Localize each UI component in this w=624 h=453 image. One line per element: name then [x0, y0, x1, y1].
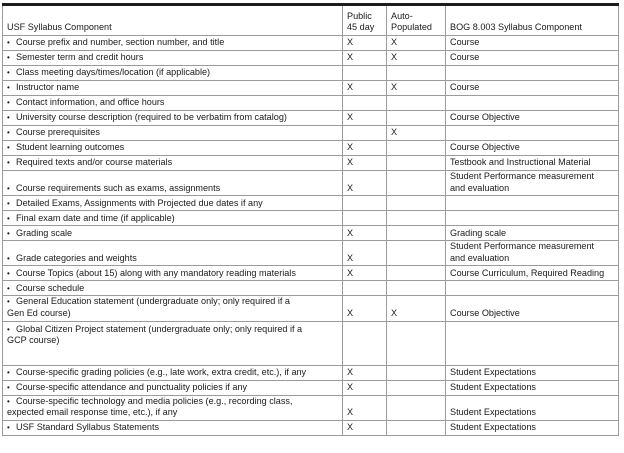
component-label: • Student learning outcomes	[7, 142, 339, 154]
cell-component	[3, 66, 343, 81]
cell-bog-component: Course Objective	[446, 111, 619, 126]
cell-component	[3, 196, 343, 211]
cell-bog-component: Testbook and Instructional Material	[446, 156, 619, 171]
bog-label-line2: and evaluation	[450, 252, 510, 263]
header-row	[3, 5, 619, 36]
component-label: • Grading scale	[7, 228, 339, 240]
column-header-label-line2: 45 day	[347, 22, 375, 33]
component-label: • Final exam date and time (if applicable)	[7, 213, 339, 225]
component-label: • Course schedule	[7, 283, 339, 295]
table-row	[3, 211, 619, 226]
cell-auto-populated	[387, 420, 446, 435]
cell-component	[3, 111, 343, 126]
cell-bog-component: Course Objective	[446, 296, 619, 321]
cell-public-45-day: X	[343, 111, 387, 126]
cell-bog-component	[446, 126, 619, 141]
cell-auto-populated	[387, 196, 446, 211]
bog-label-line1: Student Performance measurement	[450, 241, 595, 252]
cell-bog-component	[446, 96, 619, 111]
cell-bog-component: Course Objective	[446, 141, 619, 156]
table-row	[3, 156, 619, 171]
cell-public-45-day	[343, 196, 387, 211]
cell-public-45-day	[343, 281, 387, 296]
column-header-public-45-day	[343, 5, 387, 36]
cell-bog-component: Course	[446, 51, 619, 66]
cell-auto-populated	[387, 66, 446, 81]
table-row	[3, 66, 619, 81]
cell-component	[3, 171, 343, 196]
component-label-line1: • Course-specific technology and media policies (e.g., recording class,	[7, 396, 339, 408]
cell-auto-populated	[387, 395, 446, 420]
component-label: • Grade categories and weights	[7, 253, 339, 265]
cell-public-45-day: X	[343, 395, 387, 420]
cell-component	[3, 281, 343, 296]
cell-bog-component: Student Expectations	[446, 395, 619, 420]
cell-auto-populated: X	[387, 296, 446, 321]
cell-auto-populated	[387, 365, 446, 380]
component-label: • Required texts and/or course materials	[7, 157, 339, 169]
cell-public-45-day: X	[343, 266, 387, 281]
component-label: • Class meeting days/times/location (if applicable)	[7, 67, 339, 79]
cell-bog-component: Course Curriculum, Required Reading	[446, 266, 619, 281]
cell-auto-populated: X	[387, 51, 446, 66]
cell-component	[3, 380, 343, 395]
component-label: • Course-specific attendance and punctuality policies if any	[7, 382, 339, 394]
cell-component	[3, 141, 343, 156]
column-header-label: USF Syllabus Component	[7, 22, 112, 33]
table-row	[3, 365, 619, 380]
cell-component	[3, 51, 343, 66]
cell-auto-populated	[387, 156, 446, 171]
cell-bog-component	[446, 211, 619, 226]
component-label-line2: Gen Ed course)	[7, 307, 71, 318]
cell-auto-populated	[387, 141, 446, 156]
cell-bog-component: Student Expectations	[446, 365, 619, 380]
cell-bog-component	[446, 241, 619, 266]
cell-public-45-day: X	[343, 296, 387, 321]
cell-public-45-day: X	[343, 81, 387, 96]
table-body	[3, 36, 619, 436]
cell-bog-component: Course	[446, 36, 619, 51]
cell-public-45-day	[343, 211, 387, 226]
cell-component	[3, 365, 343, 380]
cell-public-45-day	[343, 321, 387, 365]
bog-label-line2: and evaluation	[450, 182, 510, 193]
table-row	[3, 36, 619, 51]
component-label-line1: • Global Citizen Project statement (undergraduate only; only required if a	[7, 324, 339, 336]
cell-auto-populated	[387, 266, 446, 281]
table-row	[3, 141, 619, 156]
component-label: • Course requirements such as exams, assignments	[7, 183, 339, 195]
cell-component	[3, 420, 343, 435]
cell-public-45-day: X	[343, 420, 387, 435]
cell-public-45-day: X	[343, 241, 387, 266]
cell-bog-component: Grading scale	[446, 226, 619, 241]
table-row	[3, 171, 619, 196]
cell-component	[3, 241, 343, 266]
component-label: • Instructor name	[7, 82, 339, 94]
column-header-label-line1: Public	[347, 10, 372, 21]
cell-auto-populated	[387, 321, 446, 365]
cell-public-45-day	[343, 66, 387, 81]
table-row	[3, 296, 619, 321]
component-label: • Semester term and credit hours	[7, 52, 339, 64]
cell-bog-component	[446, 171, 619, 196]
component-label: • Course Topics (about 15) along with any mandatory reading materials	[7, 268, 339, 280]
cell-public-45-day: X	[343, 171, 387, 196]
table-header	[3, 5, 619, 36]
table-row	[3, 81, 619, 96]
column-header-bog-8003-syllabus-component	[446, 5, 619, 36]
cell-component	[3, 81, 343, 96]
table-row	[3, 266, 619, 281]
column-header-label-line1: Auto-	[391, 10, 413, 21]
table-row	[3, 241, 619, 266]
cell-auto-populated	[387, 111, 446, 126]
cell-bog-component	[446, 196, 619, 211]
cell-auto-populated	[387, 380, 446, 395]
component-label: • USF Standard Syllabus Statements	[7, 422, 339, 434]
cell-bog-component	[446, 66, 619, 81]
cell-public-45-day: X	[343, 51, 387, 66]
cell-public-45-day: X	[343, 156, 387, 171]
cell-auto-populated: X	[387, 126, 446, 141]
table-row	[3, 51, 619, 66]
cell-bog-component	[446, 321, 619, 365]
cell-component	[3, 226, 343, 241]
cell-bog-component: Student Expectations	[446, 380, 619, 395]
cell-component	[3, 211, 343, 226]
component-label: • Course prerequisites	[7, 127, 339, 139]
cell-public-45-day: X	[343, 36, 387, 51]
table-row	[3, 420, 619, 435]
column-header-auto-populated	[387, 5, 446, 36]
component-label: • University course description (required to be verbatim from catalog)	[7, 112, 339, 124]
cell-component	[3, 321, 343, 365]
table-row	[3, 96, 619, 111]
component-label: • Detailed Exams, Assignments with Projected due dates if any	[7, 198, 339, 210]
column-header-label-line2: Populated	[391, 22, 432, 33]
cell-public-45-day: X	[343, 226, 387, 241]
component-label: • Contact information, and office hours	[7, 97, 339, 109]
component-label: • Course-specific grading policies (e.g., late work, extra credit, etc.), if any	[7, 367, 339, 379]
bog-label-line1: Student Performance measurement	[450, 171, 595, 181]
cell-public-45-day: X	[343, 365, 387, 380]
cell-public-45-day	[343, 126, 387, 141]
cell-auto-populated: X	[387, 81, 446, 96]
table-row	[3, 196, 619, 211]
column-header-label: BOG 8.003 Syllabus Component	[450, 22, 582, 33]
cell-component	[3, 126, 343, 141]
column-header-usf-syllabus-component	[3, 5, 343, 36]
cell-auto-populated	[387, 211, 446, 226]
table-row	[3, 126, 619, 141]
cell-component	[3, 156, 343, 171]
cell-auto-populated	[387, 96, 446, 111]
component-label-line1: • General Education statement (undergraduate only; only required if a	[7, 296, 339, 308]
table-row	[3, 395, 619, 420]
usf-syllabus-component-table	[2, 3, 619, 436]
component-label-line2: expected email response time, etc.), if any	[7, 407, 178, 418]
cell-auto-populated	[387, 226, 446, 241]
cell-auto-populated	[387, 241, 446, 266]
cell-public-45-day: X	[343, 380, 387, 395]
cell-auto-populated: X	[387, 36, 446, 51]
cell-public-45-day	[343, 96, 387, 111]
table-row	[3, 226, 619, 241]
table-row	[3, 380, 619, 395]
cell-component	[3, 36, 343, 51]
cell-component	[3, 296, 343, 321]
cell-auto-populated	[387, 171, 446, 196]
cell-component	[3, 266, 343, 281]
component-label-line2: GCP course)	[7, 335, 60, 346]
table-row	[3, 281, 619, 296]
cell-bog-component: Student Expectations	[446, 420, 619, 435]
cell-bog-component: Course	[446, 81, 619, 96]
cell-public-45-day: X	[343, 141, 387, 156]
cell-auto-populated	[387, 281, 446, 296]
component-label: • Course prefix and number, section number, and title	[7, 37, 339, 49]
cell-component	[3, 395, 343, 420]
table-row	[3, 111, 619, 126]
cell-component	[3, 96, 343, 111]
table-row	[3, 321, 619, 365]
cell-bog-component	[446, 281, 619, 296]
